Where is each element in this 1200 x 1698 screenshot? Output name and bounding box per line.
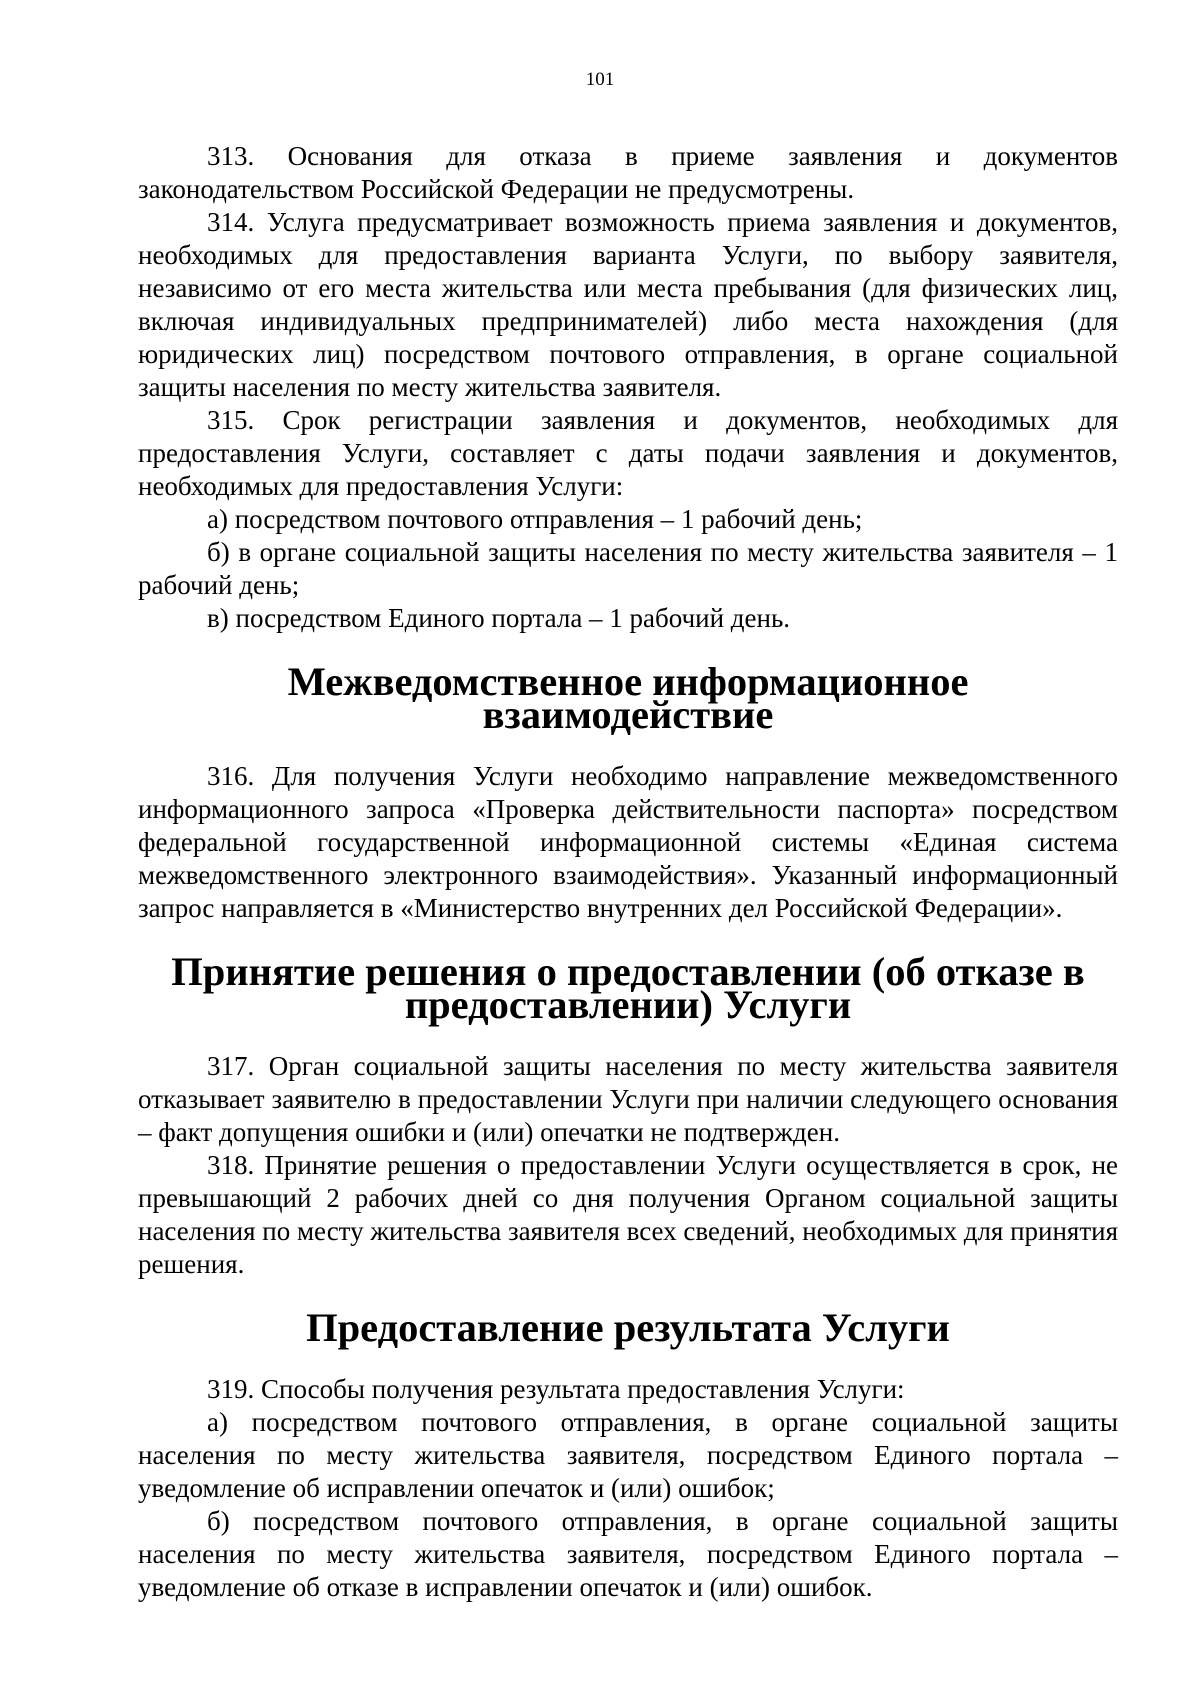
document-body xyxy=(138,140,1118,1604)
paragraph-315: 315. Срок регистрации заявления и документов, необходимых для предоставления Услуги, составляет с даты подачи заявления и документов, необходимых для предоставления Услуги: xyxy=(138,405,1118,501)
list-item-315-b: б) в органе социальной защиты населения по месту жительства заявителя – 1 рабочий день; xyxy=(138,537,1118,600)
list-item-315-a: а) посредством почтового отправления – 1 рабочий день; xyxy=(207,504,863,534)
page-number: 101 xyxy=(585,69,615,90)
list-item-319-b: б) посредством почтового отправления, в органе социальной защиты населения по месту жительства заявителя, посредством Единого портала – уведомление об отказе в исправлении опечаток и (или) ошибок. xyxy=(138,1506,1118,1602)
paragraph-313: 313. Основания для отказа в приеме заявления и документов законодательством Российской Федерации не предусмотрены. xyxy=(138,141,1118,204)
paragraph-316: 316. Для получения Услуги необходимо направление межведомственного информационного запроса «Проверка действительности паспорта» посредством федеральной государственной информационной системы «Единая система межведомственного электронного взаимодействия». Указанный информационный запрос направляется в «Министерство внутренних дел Российской Федерации». xyxy=(138,761,1118,923)
paragraph-314: 314. Услуга предусматривает возможность приема заявления и документов, необходимых для предоставления варианта Услуги, по выбору заявителя, независимо от его места жительства или места пребывания (для физических лиц, включая индивидуальных предпринимателей) либо места нахождения (для юридических лиц) посредством почтового отправления, в органе социальной защиты населения по месту жительства заявителя. xyxy=(138,207,1118,402)
list-item-315-c: в) посредством Единого портала – 1 рабочий день. xyxy=(207,603,791,633)
list-item-319-a: а) посредством почтового отправления, в органе социальной защиты населения по месту жительства заявителя, посредством Единого портала – уведомление об исправлении опечаток и (или) ошибок; xyxy=(138,1407,1118,1503)
paragraph-318: 318. Принятие решения о предоставлении Услуги осуществляется в срок, не превышающий 2 рабочих дней со дня получения Органом социальной защиты населения по месту жительства заявителя всех сведений, необходимых для принятия решения. xyxy=(138,1150,1119,1279)
paragraph-317: 317. Орган социальной защиты населения по месту жительства заявителя отказывает заявителю в предоставлении Услуги при наличии следующего основания – факт допущения ошибки и (или) опечатки не подтвержден. xyxy=(138,1051,1118,1147)
section-heading-interagency: Межведомственное информационное взаимодействие xyxy=(287,659,969,737)
section-heading-decision: Принятие решения о предоставлении (об отказе в предоставлении) Услуги xyxy=(171,949,1085,1027)
section-heading-result: Предоставление результата Услуги xyxy=(306,1305,950,1350)
paragraph-319: 319. Способы получения результата предоставления Услуги: xyxy=(207,1374,905,1404)
